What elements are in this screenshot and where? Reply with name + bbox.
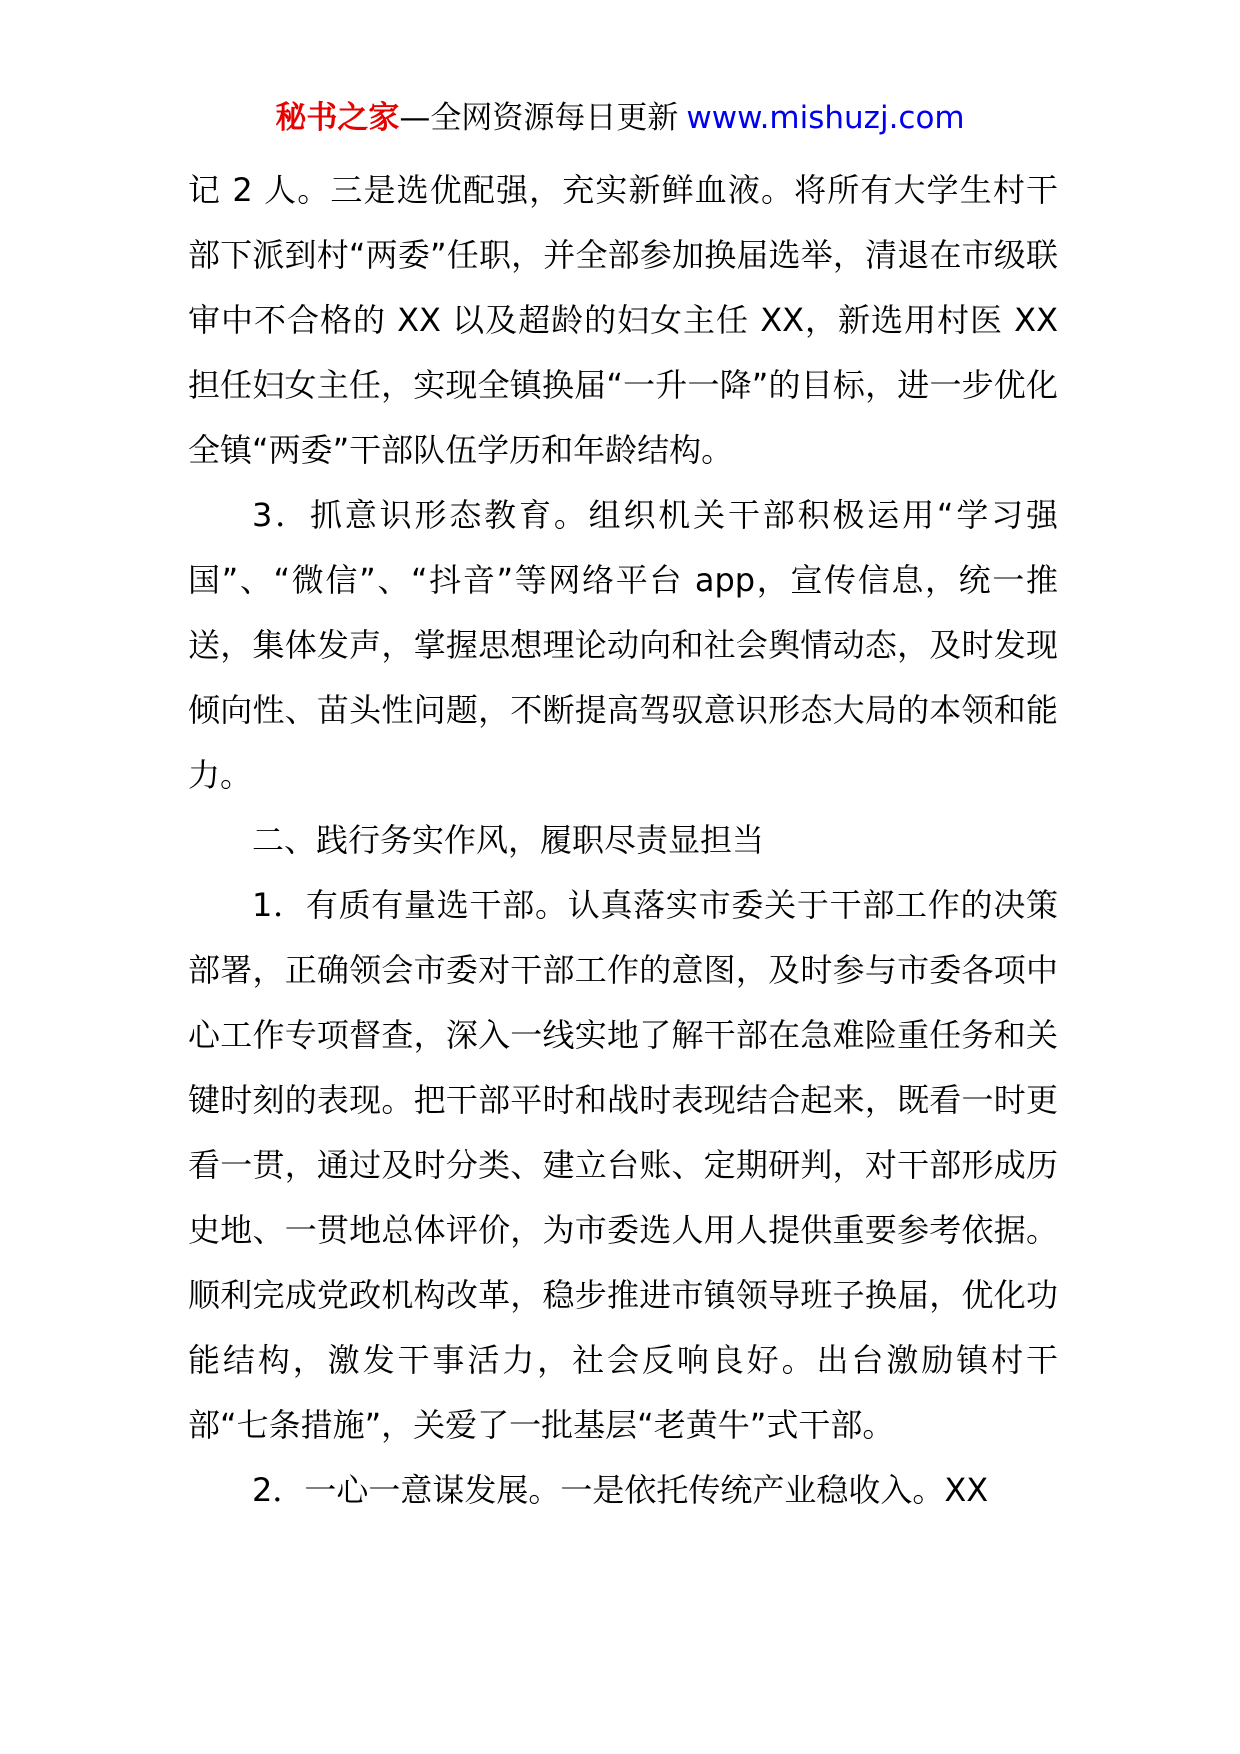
paragraph-select-cadres: 1．有质有量选干部。认真落实市委关于干部工作的决策部署，正确领会市委对干部工作的意图，及时参与市委各项中心工作专项督查，深入一线实地了解干部在急难险重任务和关键时刻的表现。把干部平时和战时表现结合起来，既看一时更看一贯，通过及时分类、建立台账、定期研判，对干部形成历史地、一贯地总体评价，为市委选人用人提供重要参考依据。顺利完成党政机构改革，稳步推进市镇领导班子换届，优化功能结构，激发干事活力，社会反响良好。出台激励镇村干部“七条措施”，关爱了一批基层“老黄牛”式干部。	[188, 886, 1058, 1444]
header-tagline: —全网资源每日更新	[399, 100, 679, 136]
paragraph-ideology-education: 3．抓意识形态教育。组织机关干部积极运用“学习强国”、“微信”、“抖音”等网络平台 app，宣传信息，统一推送，集体发声，掌握思想理论动向和社会舆情动态，及时发现倾向性、苗头性问题，不断提高驾驭意识形态大局的本领和能力。	[188, 496, 1058, 794]
site-header	[0, 96, 1240, 140]
site-url-link[interactable]: www.mishuzj.com	[686, 100, 965, 136]
paragraph-development: 2．一心一意谋发展。一是依托传统产业稳收入。XX	[252, 1471, 989, 1509]
section-heading-2: 二、践行务实作风，履职尽责显担当	[252, 821, 765, 859]
paragraph-continuation: 记 2 人。三是选优配强，充实新鲜血液。将所有大学生村干部下派到村“两委”任职，并全部参加换届选举，清退在市级联审中不合格的 XX 以及超龄的妇女主任 XX，新选用村医 XX 担任妇女主任，实现全镇换届“一升一降”的目标，进一步优化全镇“两委”干部队伍学历和年龄结构。	[188, 171, 1058, 469]
brand-name: 秘书之家	[275, 100, 400, 136]
document-body	[188, 158, 1058, 1523]
